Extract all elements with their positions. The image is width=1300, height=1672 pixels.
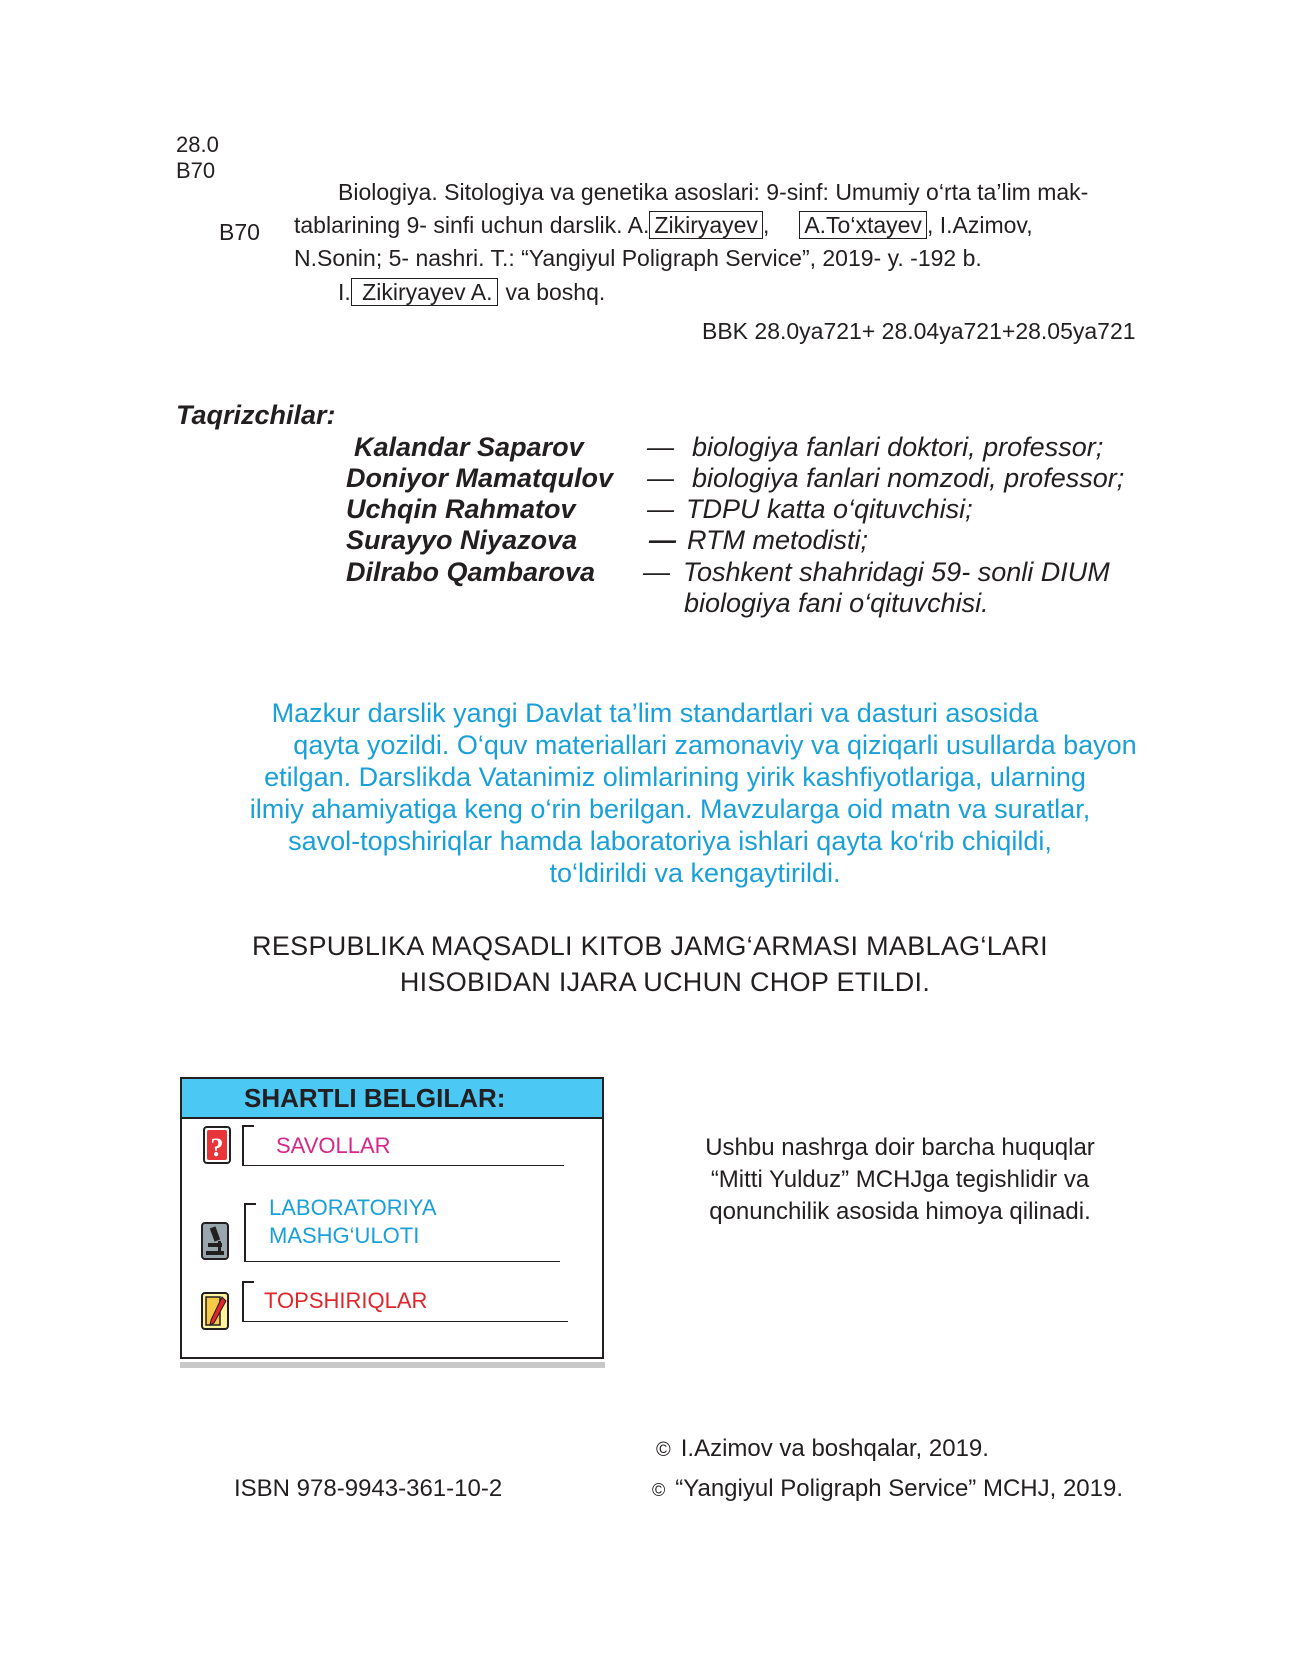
notebook-pencil-icon bbox=[200, 1291, 230, 1331]
biblio-line-3: N.Sonin; 5- nashri. T.: “Yangiyul Poligraph Service”, 2019- y. -192 b. bbox=[294, 245, 982, 271]
reviewer-name: Kalandar Saparov bbox=[354, 432, 584, 462]
reviewer-name: Doniyor Mamatqulov bbox=[346, 463, 614, 493]
biblio-line-2 bbox=[294, 209, 1033, 242]
fund-statement bbox=[190, 928, 1180, 1000]
legend-title: SHARTLI BELGILAR: bbox=[182, 1079, 602, 1119]
isbn: ISBN 978-9943-361-10-2 bbox=[234, 1475, 503, 1502]
udk-code: 28.0 bbox=[176, 132, 219, 157]
udk-index: B70 bbox=[176, 158, 216, 183]
reviewers-title: Taqrizchilar: bbox=[176, 400, 336, 430]
copyright-text-1: I.Azimov va boshqalar, 2019. bbox=[680, 1435, 989, 1462]
biblio-line-4 bbox=[338, 276, 605, 309]
reviewer-role: RTM metodisti; bbox=[687, 525, 869, 555]
fund-line-2: HISOBIDAN IJARA UCHUN CHOP ETILDI. bbox=[399, 967, 931, 997]
rights-line: “Mitti Yulduz” MCHJga tegishlidir va bbox=[710, 1166, 1090, 1193]
author-box-zikiryayev: Zikiryayev bbox=[649, 211, 763, 239]
bbk-code: BBK 28.0ya721+ 28.04ya721+28.05ya721 bbox=[702, 318, 1136, 344]
rights-line: Ushbu nashrga doir barcha huquqlar bbox=[705, 1134, 1095, 1161]
reviewer-role-continuation: biologiya fani o‘qituvchisi. bbox=[684, 588, 989, 618]
copyright-line-1 bbox=[656, 1435, 989, 1463]
author-box-toxtayev: A.To‘xtayev bbox=[799, 211, 927, 239]
reviewer-dash: — bbox=[647, 463, 674, 493]
blurb-line: to‘ldirildi va kengaytirildi. bbox=[549, 858, 841, 888]
biblio-line-2-text: tablarining 9- sinfi uchun darslik. A. bbox=[294, 212, 650, 238]
svg-text:?: ? bbox=[210, 1133, 224, 1162]
fund-line-1: RESPUBLIKA MAQSADLI KITOB JAMG‘ARMASI MABLAG‘LARI bbox=[252, 931, 1048, 961]
reviewer-dash: — bbox=[643, 557, 670, 587]
blurb-line: ilmiy ahamiyatiga keng o‘rin berilgan. Mavzularga oid matn va suratlar, bbox=[249, 794, 1091, 824]
biblio-line-4-prefix: I. bbox=[338, 279, 351, 305]
biblio-line-4-tail: va boshq. bbox=[505, 279, 606, 305]
blurb-line: qayta yozildi. O‘quv materiallari zamonaviy va qiziqarli usullarda bayon bbox=[293, 730, 1137, 760]
copyright-symbol: © bbox=[652, 1480, 666, 1500]
legend-box bbox=[180, 1077, 604, 1359]
copyright-symbol: © bbox=[656, 1439, 671, 1461]
biblio-line-2-tail: , I.Azimov, bbox=[926, 212, 1033, 238]
biblio-side-index: B70 bbox=[219, 219, 260, 245]
reviewer-role: TDPU katta o‘qituvchisi; bbox=[686, 494, 973, 524]
question-mark-icon bbox=[202, 1125, 232, 1165]
rights-line: qonunchilik asosida himoya qilinadi. bbox=[709, 1198, 1091, 1225]
blurb-line: Mazkur darslik yangi Davlat ta’lim standartlari va dasturi asosida bbox=[271, 698, 1039, 728]
reviewer-role: Toshkent shahridagi 59- sonli DIUM bbox=[683, 557, 1110, 587]
blurb-paragraph bbox=[190, 697, 1180, 889]
biblio-line-1: Biologiya. Sitologiya va genetika asoslari: 9-sinf: Umumiy o‘rta ta’lim mak- bbox=[338, 179, 1089, 205]
copyright-text-2: “Yangiyul Poligraph Service” MCHJ, 2019. bbox=[675, 1475, 1124, 1502]
reviewer-dash: — bbox=[647, 494, 674, 524]
blurb-line: savol-topshiriqlar hamda laboratoriya ishlari qayta ko‘rib chiqildi, bbox=[288, 826, 1052, 856]
rights-statement bbox=[640, 1132, 1160, 1228]
reviewer-name: Uchqin Rahmatov bbox=[346, 494, 576, 524]
legend-label-tasks: TOPSHIRIQLAR bbox=[264, 1288, 428, 1313]
copyright-line-2 bbox=[652, 1475, 1123, 1503]
reviewer-name: Dilrabo Qambarova bbox=[346, 557, 596, 587]
legend-label-laboratory-1: LABORATORIYA bbox=[269, 1195, 437, 1220]
legend-shadow bbox=[180, 1362, 605, 1368]
legend-label-laboratory-2: MASHG‘ULOTI bbox=[269, 1223, 420, 1248]
reviewer-role: biologiya fanlari nomzodi, professor; bbox=[692, 463, 1125, 493]
microscope-icon bbox=[200, 1221, 230, 1261]
blurb-line: etilgan. Darslikda Vatanimiz olimlarining yirik kashfiyotlariga, ularning bbox=[264, 762, 1086, 792]
reviewer-dash: — bbox=[647, 432, 674, 462]
author-box-main: Zikiryayev A. bbox=[351, 278, 498, 306]
reviewer-name: Surayyo Niyazova bbox=[346, 525, 578, 555]
reviewer-dash: — bbox=[649, 525, 676, 555]
biblio-sep: , bbox=[762, 212, 770, 238]
reviewer-role: biologiya fanlari doktori, professor; bbox=[692, 432, 1104, 462]
legend-label-questions: SAVOLLAR bbox=[276, 1133, 391, 1158]
